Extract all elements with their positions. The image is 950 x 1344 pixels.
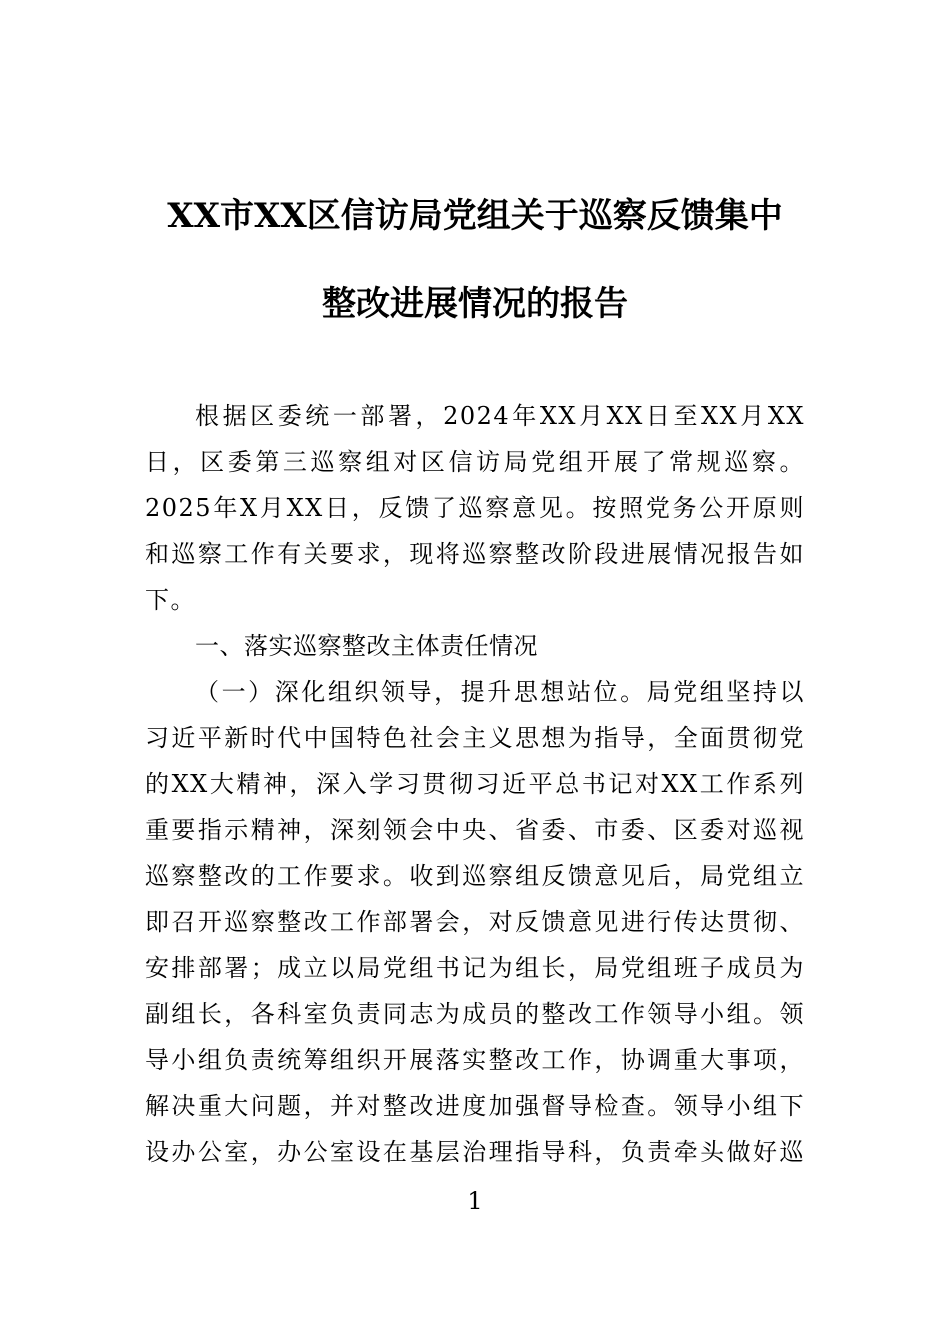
title-line-2: 整改进展情况的报告 <box>322 284 628 324</box>
body-line: 解决重大问题，并对整改进度加强督导检查。领导小组下 <box>145 1092 805 1120</box>
body-line: 日，区委第三巡察组对区信访局党组开展了常规巡察。 <box>145 448 805 476</box>
body-line: 和巡察工作有关要求，现将巡察整改阶段进展情况报告如 <box>145 540 805 568</box>
section-heading: 一、落实巡察整改主体责任情况 <box>195 632 538 660</box>
body-line: 的XX大精神，深入学习贯彻习近平总书记对XX工作系列 <box>145 770 805 798</box>
body-line: 设办公室，办公室设在基层治理指导科，负责牵头做好巡 <box>145 1138 805 1166</box>
body-line: 副组长，各科室负责同志为成员的整改工作领导小组。领 <box>145 1000 805 1028</box>
body-line: 2025年X月XX日，反馈了巡察意见。按照党务公开原则 <box>145 494 805 522</box>
body-line: 根据区委统一部署，2024年XX月XX日至XX月XX <box>195 402 805 430</box>
page-number: 1 <box>467 1187 483 1215</box>
body-line: 习近平新时代中国特色社会主义思想为指导，全面贯彻党 <box>145 724 805 752</box>
body-line: 导小组负责统筹组织开展落实整改工作，协调重大事项， <box>145 1046 805 1074</box>
body-line: 重要指示精神，深刻领会中央、省委、市委、区委对巡视 <box>145 816 805 844</box>
document-title <box>100 172 850 348</box>
body-line: 巡察整改的工作要求。收到巡察组反馈意见后，局党组立 <box>145 862 805 890</box>
title-line-1: XX市XX区信访局党组关于巡察反馈集中 <box>167 196 783 236</box>
body-line: （一）深化组织领导，提升思想站位。局党组坚持以 <box>195 678 805 706</box>
body-line: 即召开巡察整改工作部署会，对反馈意见进行传达贯彻、 <box>145 908 805 936</box>
body-line: 下。 <box>145 586 196 614</box>
body-line: 安排部署；成立以局党组书记为组长，局党组班子成员为 <box>145 954 805 982</box>
